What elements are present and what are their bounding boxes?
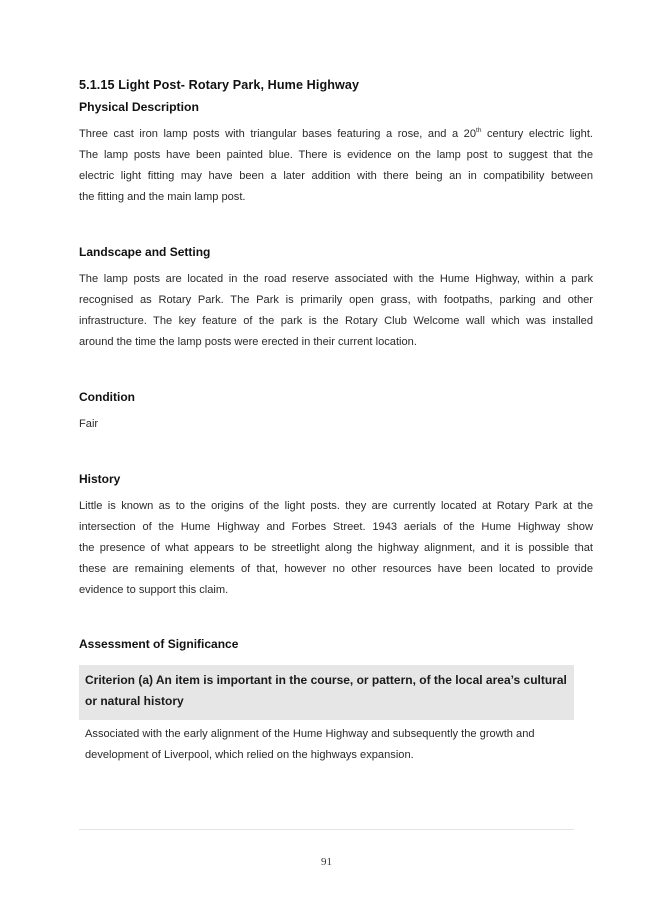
criterion-text <box>85 724 571 766</box>
superscript-th: th <box>476 127 482 134</box>
history-line-1: Little is known as to the origins of the light posts. they are currently located at Rotary Park at the <box>79 500 593 512</box>
significance-heading: Assessment of Significance <box>79 637 239 651</box>
history-line-3: the presence of what appears to be streetlight along the highway alignment, and it is possible that <box>79 541 593 554</box>
criterion-line-1: Associated with the early alignment of the Hume Highway and subsequently the growth and <box>85 728 535 740</box>
physical-description-text <box>79 124 593 208</box>
physical-description-heading: Physical Description <box>79 100 199 114</box>
landscape-line-2: recognised as Rotary Park. The Park is primarily open grass, with footpaths, parking and other <box>79 293 593 306</box>
footer-divider <box>79 829 574 830</box>
condition-text <box>79 414 593 435</box>
physical-line-3: electric light fitting may have been a later addition with there being an in compatibility between <box>79 169 593 182</box>
history-line-5: evidence to support this claim. <box>79 583 229 596</box>
landscape-text <box>79 269 593 353</box>
history-line-4: these are remaining elements of that, however no other resources have been located to provide <box>79 562 593 575</box>
criterion-box <box>79 665 574 720</box>
criterion-line-2: development of Liverpool, which relied on the highways expansion. <box>85 748 414 761</box>
page-number: 91 <box>321 856 332 868</box>
physical-line-1: Three cast iron lamp posts with triangular bases featuring a rose, and a 20th century electric light. <box>79 127 594 140</box>
landscape-line-3: infrastructure. The key feature of the park is the Rotary Club Welcome wall which was installed <box>79 314 593 327</box>
condition-heading: Condition <box>79 390 135 404</box>
history-line-2: intersection of the Hume Highway and Forbes Street. 1943 aerials of the Hume Highway show <box>79 520 593 533</box>
history-heading: History <box>79 472 121 486</box>
criterion-title: Criterion (a) An item is important in the course, or pattern, of the local area’s cultural or natural history <box>85 673 567 708</box>
condition-value: Fair <box>79 418 99 430</box>
physical-line-4: the fitting and the main lamp post. <box>79 190 246 203</box>
physical-line-2: The lamp posts have been painted blue. There is evidence on the lamp post to suggest that the <box>79 148 593 161</box>
landscape-heading: Landscape and Setting <box>79 245 211 259</box>
history-text <box>79 496 593 601</box>
landscape-line-4: around the time the lamp posts were erected in their current location. <box>79 335 417 348</box>
landscape-line-1: The lamp posts are located in the road reserve associated with the Hume Highway, within a park <box>79 273 593 285</box>
section-title: 5.1.15 Light Post- Rotary Park, Hume Highway <box>79 78 360 92</box>
